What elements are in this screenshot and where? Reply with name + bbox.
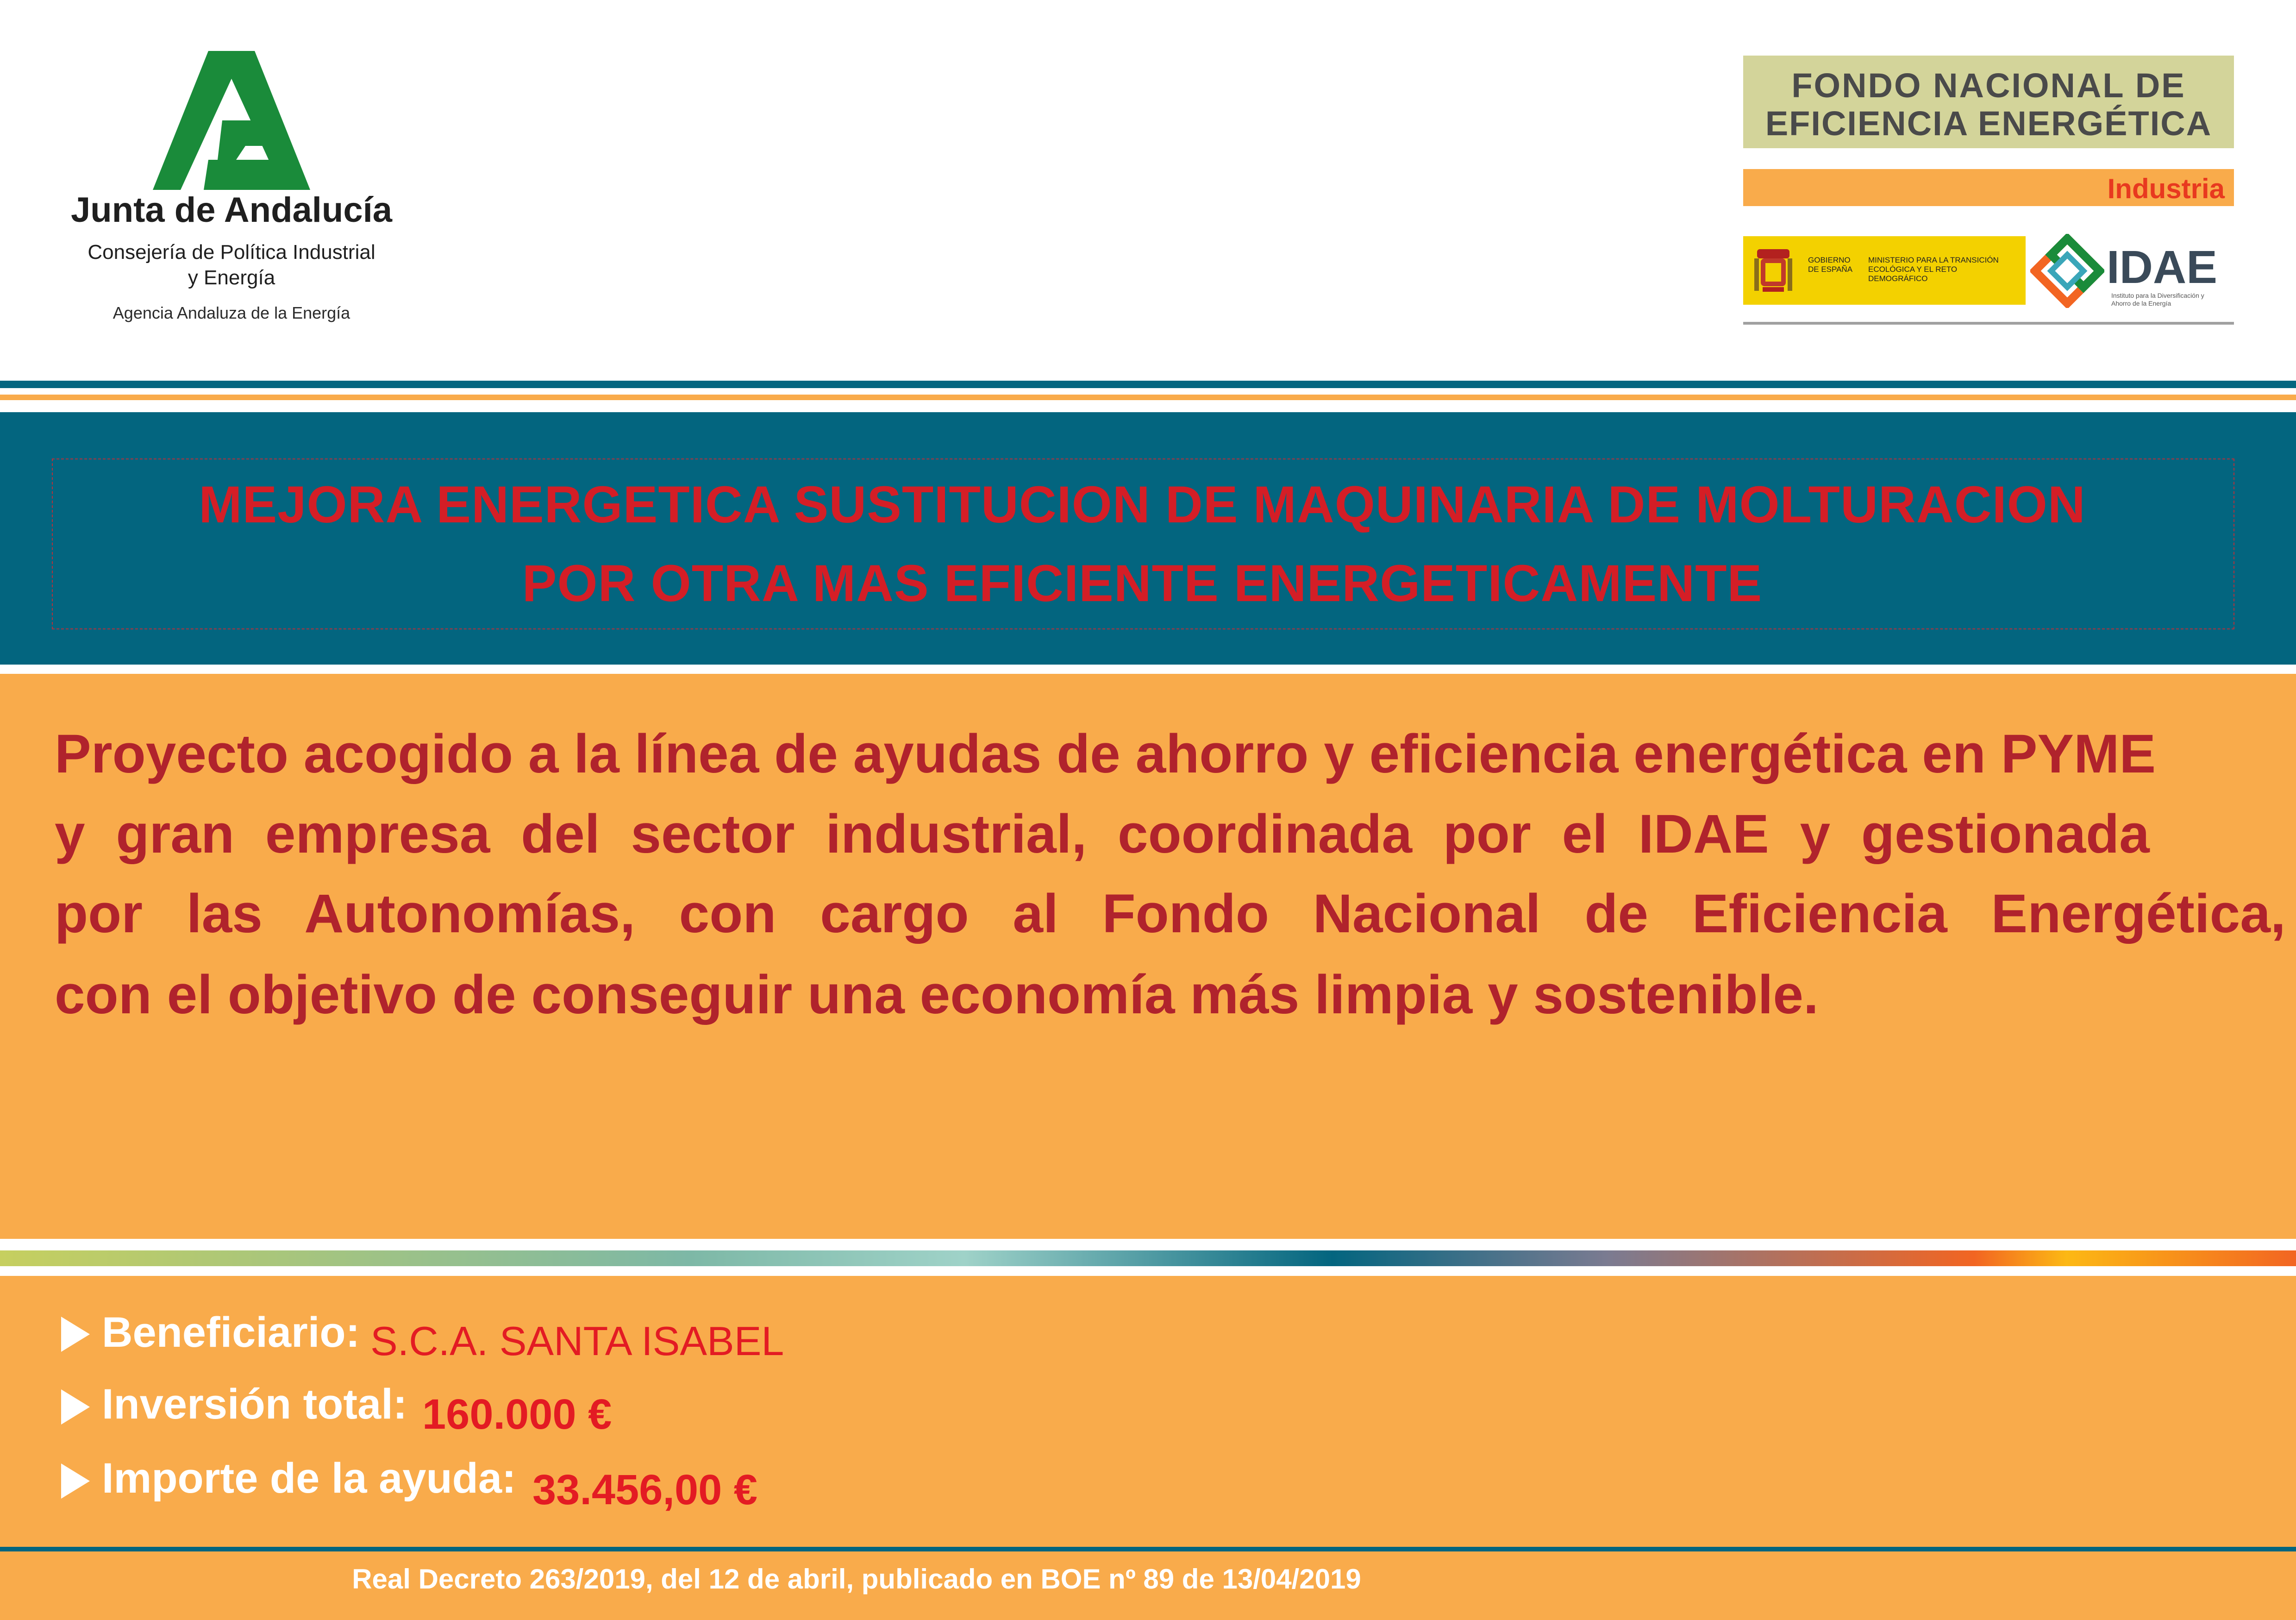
description-panel: [0, 674, 2296, 1239]
project-title-line1: MEJORA ENERGETICA SUSTITUCION DE MAQUINARIA DE MOLTURACION: [199, 476, 2086, 534]
description-line4: con el objetivo de conseguir una economía más limpia y sostenible.: [55, 964, 1819, 1025]
idae-wordmark: IDAE: [2107, 241, 2217, 293]
junta-andalucia-logo-icon: [153, 51, 310, 190]
importe-value: 33.456,00 €: [532, 1466, 758, 1513]
project-title-line2: POR OTRA MAS EFICIENTE ENERGETICAMENTE: [522, 554, 1763, 612]
beneficiario-label: Beneficiario:: [102, 1309, 360, 1356]
footer-decree-text: Real Decreto 263/2019, del 12 de abril, publicado en BOE nº 89 de 13/04/2019: [352, 1563, 1361, 1595]
footer-band: [0, 1551, 2296, 1620]
top-orange-stripe: [0, 395, 2296, 400]
idae-logo-icon: [2030, 234, 2104, 308]
gobierno-espana-logo: [1743, 236, 2026, 305]
fondo-nacional-box: [1743, 56, 2234, 148]
inversion-value: 160.000 €: [422, 1391, 612, 1438]
gradient-divider: [0, 1250, 2296, 1266]
consejeria-line2: y Energía: [188, 266, 275, 289]
industria-label: Industria: [2107, 173, 2225, 204]
consejeria-line1: Consejería de Política Industrial: [88, 241, 375, 264]
title-band: [0, 412, 2296, 665]
description-line3: por las Autonomías, con cargo al Fondo Nacional de Eficiencia Energética,: [55, 883, 2286, 944]
junta-andalucia-logo: [69, 51, 394, 338]
junta-title: Junta de Andalucía: [71, 190, 392, 230]
fondo-line2: EFICIENCIA ENERGÉTICA: [1765, 104, 2212, 143]
triangle-bullet-icon: [61, 1463, 90, 1499]
info-panel: [0, 1276, 2296, 1549]
ministerio-text: MINISTERIO PARA LA TRANSICIÓN ECOLÓGICA Y EL RETO DEMOGRÁFICO: [1868, 256, 1999, 283]
description-line2: y gran empresa del sector industrial, coordinada por el IDAE y gestionada: [55, 804, 2150, 865]
idae-underline: [1743, 322, 2234, 325]
top-teal-stripe: [0, 381, 2296, 388]
industria-bar: [1743, 169, 2234, 206]
idae-subtitle: Instituto para la Diversificación y Ahorro de la Energía: [2111, 292, 2204, 307]
gobierno-text: GOBIERNO DE ESPAÑA: [1808, 256, 1853, 274]
fondo-line1: FONDO NACIONAL DE: [1791, 66, 2186, 105]
agencia-name: Agencia Andaluza de la Energía: [113, 303, 350, 322]
triangle-bullet-icon: [61, 1317, 90, 1352]
inversion-label: Inversión total:: [102, 1381, 407, 1428]
bottom-teal-stripe: [0, 1547, 2296, 1551]
triangle-bullet-icon: [61, 1389, 90, 1425]
beneficiario-value: S.C.A. SANTA ISABEL: [370, 1318, 784, 1364]
spain-coat-of-arms-icon: [1752, 245, 1794, 295]
description-line1: Proyecto acogido a la línea de ayudas de ahorro y eficiencia energética en PYME: [55, 723, 2156, 785]
importe-label: Importe de la ayuda:: [102, 1455, 516, 1502]
